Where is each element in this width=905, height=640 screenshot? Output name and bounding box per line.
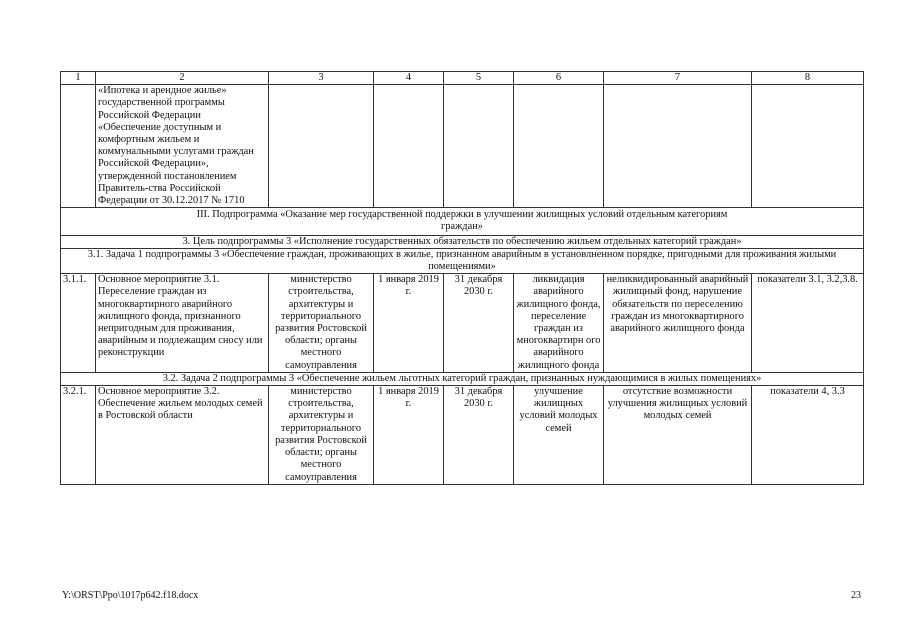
header-cell: 4 [374,72,444,85]
section-row [61,235,864,248]
continuation-row [61,85,864,208]
header-cell: 5 [444,72,514,85]
task-1-text: 3.1. Задача 1 подпрограммы 3 «Обеспечение граждан, проживающих в жилье, признанном аварийным в установлненном порядке, пригодными для проживания жилыми помещениями» [61,248,864,273]
section-row [61,372,864,385]
indicators: показатели 4, 3.3 [752,386,864,485]
empty-cell [61,85,96,208]
task-2-text: 3.2. Задача 2 подпрограммы 3 «Обеспечение жильем льготных категорий граждан, признанных нуждающимися в жилых помещениях» [61,372,864,385]
header-cell: 3 [269,72,374,85]
executor: министерство строительства, архитектуры и территориального развития Ростовской области; органы местного самоуправления [269,386,374,485]
section-row [61,248,864,273]
row-number: 3.2.1. [61,386,96,485]
consequence: отсутствие возможности улучшения жилищных условий молодых семей [604,386,752,485]
header-cell: 2 [96,72,269,85]
consequence: неликвидированный аварийный жилищный фонд, нарушение обязательств по переселению граждан из многоквартирного аварийного жилищного фонда [604,274,752,373]
header-cell: 7 [604,72,752,85]
goal-text: 3. Цель подпрограммы 3 «Исполнение государственных обязательств по обеспечению жильем отдельных категорий граждан» [61,235,864,248]
subprogram-title: III. Подпрограмма «Оказание мер государственной поддержки в улучшении жилищных условий отдельным категориям граждан» [61,208,864,235]
empty-cell [604,85,752,208]
header-cell: 1 [61,72,96,85]
empty-cell [514,85,604,208]
measure-name: Основное мероприятие 3.1. Переселение граждан из многоквартирного аварийного жилищного фонда, признанного непригодным для проживания, аварийным и подлежащим сносу или реконструкции [96,274,269,373]
expected-result: улучшение жилищных условий молодых семей [514,386,604,485]
footer-file-path: Y:\ORST\Ppo\1017p642.f18.docx [62,590,199,601]
header-cell: 8 [752,72,864,85]
end-date: 31 декабря 2030 г. [444,386,514,485]
end-date: 31 декабря 2030 г. [444,274,514,373]
page-number: 23 [851,590,861,601]
row-number: 3.1.1. [61,274,96,373]
empty-cell [269,85,374,208]
measure-name: Основное мероприятие 3.2. Обеспечение жильем молодых семей в Ростовской области [96,386,269,485]
executor: министерство строительства, архитектуры и территориального развития Ростовской области; органы местного самоуправления [269,274,374,373]
section-row [61,208,864,235]
empty-cell [374,85,444,208]
empty-cell [444,85,514,208]
indicators: показатели 3.1, 3.2,3.8. [752,274,864,373]
expected-result: ликвидация аварийного жилищного фонда, переселение граждан из многоквартирн ого аварийного жилищного фонда [514,274,604,373]
table-row [61,274,864,373]
measures-table [60,71,864,485]
continuation-text: «Ипотека и арендное жилье» государственной программы Российской Федерации «Обеспечение доступным и комфортным жильем и коммунальными услугами граждан Российской Федерации», утвержденной постановлением Правитель-ства Российской Федерации от 30.12.2017 № 1710 [96,85,269,208]
header-cell: 6 [514,72,604,85]
header-row [61,72,864,85]
start-date: 1 января 2019 г. [374,386,444,485]
table-row [61,386,864,485]
start-date: 1 января 2019 г. [374,274,444,373]
empty-cell [752,85,864,208]
